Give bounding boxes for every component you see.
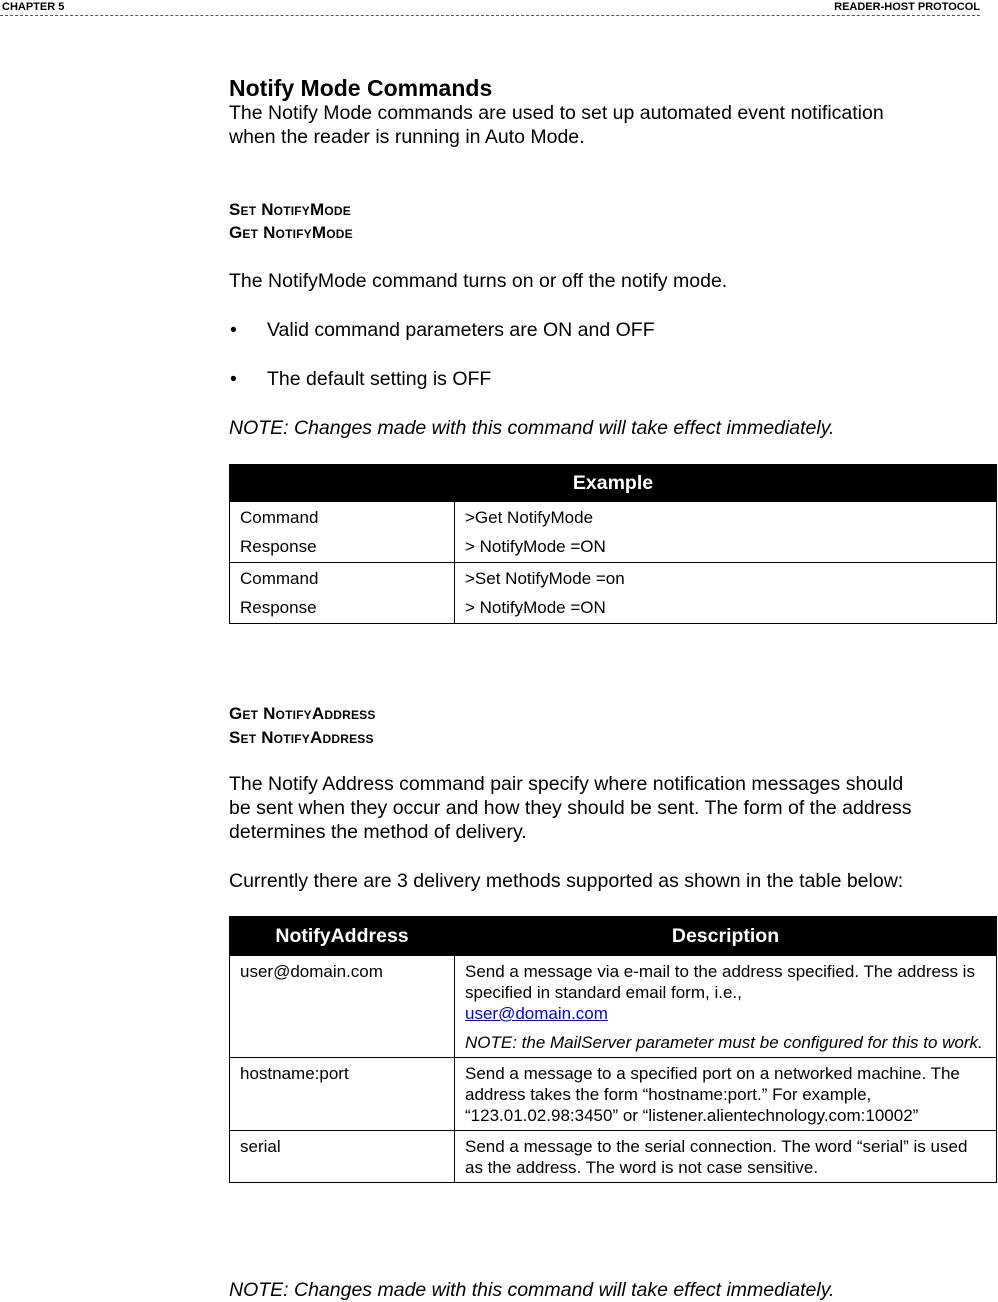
- page-header: [2, 0, 980, 14]
- section-label: READER-HOST PROTOCOL: [834, 1, 980, 13]
- bullet-icon: •: [230, 368, 237, 390]
- heading-set-notifymode: Set NotifyMode: [229, 200, 351, 219]
- intro-line-1: The Notify Mode commands are used to set up automated event notification: [229, 102, 884, 124]
- table-row: [230, 956, 997, 1058]
- section-title: Notify Mode Commands: [229, 75, 493, 101]
- table-cell: >Set NotifyMode =on > NotifyMode =ON: [455, 563, 997, 624]
- description-cell: Send a message to the serial connection. The word “serial” is used as the address. The word is not case sensitive.: [455, 1131, 997, 1183]
- table-row: [230, 1058, 997, 1131]
- notifyaddress-desc-line-2: be sent when they occur and how they should be sent. The form of the address: [229, 797, 912, 819]
- description-cell: Send a message to a specified port on a networked machine. The address takes the form “hostname:port.” For example, “123.01.02.98:3450” or “listener.alientechnology.com:10002”: [455, 1058, 997, 1131]
- table-row: [230, 563, 997, 624]
- example-table: [229, 464, 997, 624]
- notifyaddress-note: NOTE: Changes made with this command will take effect immediately.: [229, 1279, 835, 1301]
- notifyaddress-table: [229, 916, 997, 1183]
- notifyaddress-desc-line-3: determines the method of delivery.: [229, 821, 527, 843]
- heading-set-notifyaddress: Set NotifyAddress: [229, 728, 374, 747]
- address-cell: user@domain.com: [230, 956, 455, 1058]
- methods-text: Currently there are 3 delivery methods supported as shown in the table below:: [229, 870, 904, 892]
- column-header-notifyaddress: NotifyAddress: [230, 917, 455, 956]
- column-header-description: Description: [455, 917, 997, 956]
- heading-get-notifyaddress: Get NotifyAddress: [229, 704, 376, 723]
- notifymode-description: The NotifyMode command turns on or off the notify mode.: [229, 270, 728, 292]
- heading-get-notifymode: Get NotifyMode: [229, 223, 353, 242]
- bullet-icon: •: [230, 319, 237, 341]
- table-cell: Command Response: [230, 502, 455, 563]
- table-cell: >Get NotifyMode > NotifyMode =ON: [455, 502, 997, 563]
- notifyaddress-desc-line-1: The Notify Address command pair specify where notification messages should: [229, 773, 904, 795]
- example-table-header: Example: [230, 465, 997, 502]
- description-cell: Send a message via e-mail to the address specified. The address is specified in standard email form, i.e., user@domain.com NOTE: the MailServer parameter must be configured for this to work.: [455, 956, 997, 1058]
- address-cell: hostname:port: [230, 1058, 455, 1131]
- email-link[interactable]: user@domain.com: [465, 1004, 608, 1023]
- header-divider: [0, 15, 980, 16]
- chapter-label: CHAPTER 5: [2, 1, 65, 13]
- address-cell: serial: [230, 1131, 455, 1183]
- table-row: [230, 502, 997, 563]
- notifymode-note: NOTE: Changes made with this command will take effect immediately.: [229, 417, 835, 439]
- table-cell: Command Response: [230, 563, 455, 624]
- intro-line-2: when the reader is running in Auto Mode.: [229, 126, 585, 148]
- table-row: [230, 1131, 997, 1183]
- mailserver-note: NOTE: the MailServer parameter must be configured for this to work.: [465, 1033, 983, 1052]
